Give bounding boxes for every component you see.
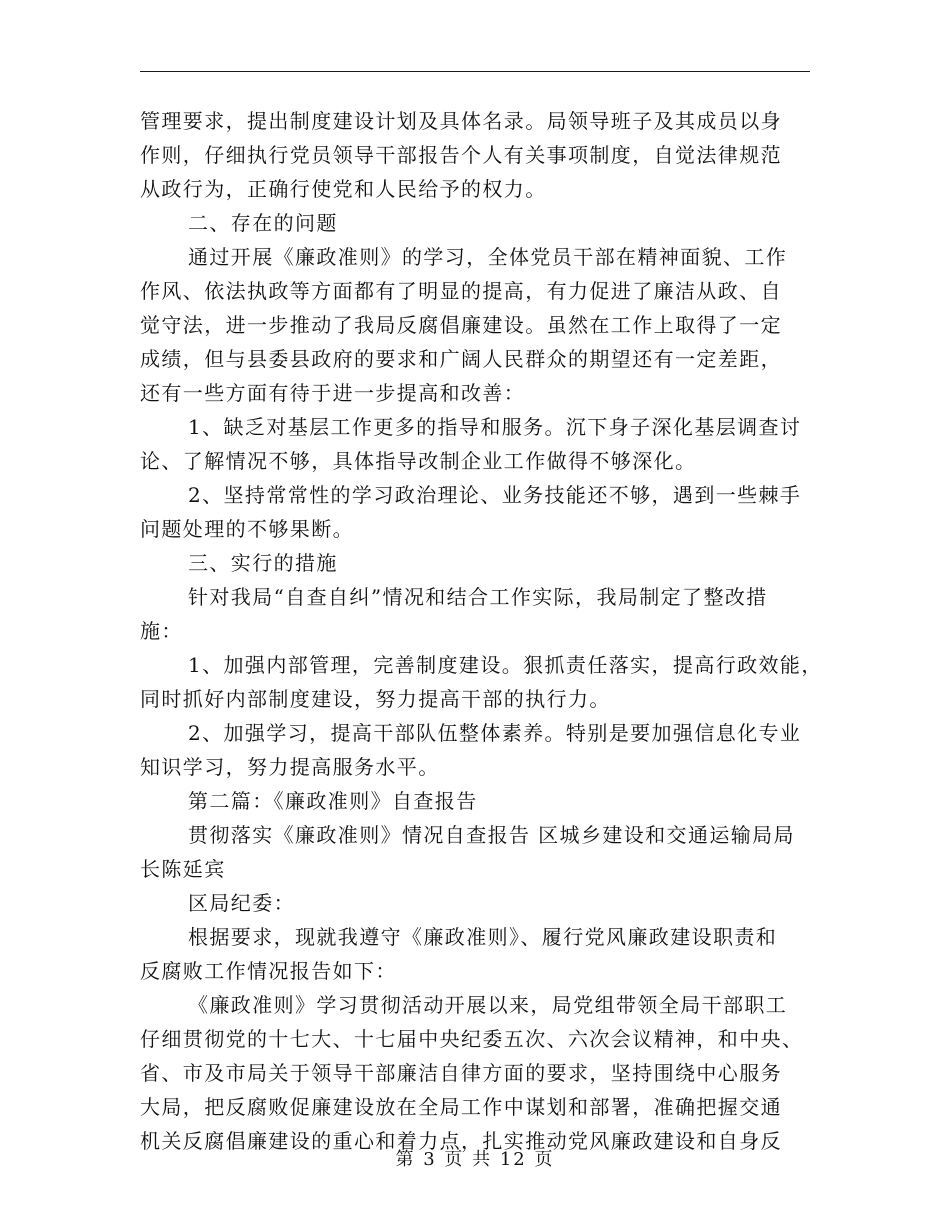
text-line: 仔细贯彻党的十七大、十七届中央纪委五次、六次会议精神，和中央、	[140, 1027, 804, 1051]
text-line: 施：	[140, 619, 183, 643]
text-line: 作风、依法执政等方面都有了明显的提高，有力促进了廉洁从政、自	[140, 279, 782, 303]
text-line: 针对我局“自查自纠”情况和结合工作实际，我局制定了整改措	[188, 585, 768, 609]
text-line: 通过开展《廉政准则》的学习，全体党员干部在精神面貌、工作	[188, 245, 788, 269]
section-heading: 二、存在的问题	[188, 211, 338, 235]
text-line: 知识学习，努力提高服务水平。	[140, 755, 440, 779]
text-line: 成绩，但与县委县政府的要求和广阔人民群众的期望还有一定差距，	[140, 347, 782, 371]
text-line: 作则，仔细执行党员领导干部报告个人有关事项制度，自觉法律规范	[140, 143, 782, 167]
text-line: 反腐败工作情况报告如下：	[140, 959, 397, 983]
text-line: 根据要求，现就我遵守《廉政准则》、履行党风廉政建设职责和	[188, 925, 778, 949]
text-line: 1、加强内部管理，完善制度建设。狠抓责任落实，提高行政效能，	[188, 653, 823, 677]
text-line: 管理要求，提出制度建设计划及具体名录。局领导班子及其成员以身	[140, 109, 782, 133]
text-line: 《廉政准则》学习贯彻活动开展以来，局党组带领全局干部职工	[188, 993, 788, 1017]
document-body	[140, 104, 830, 1158]
header-rule	[140, 71, 810, 72]
text-line: 区局纪委：	[188, 891, 295, 915]
text-line: 从政行为，正确行使党和人民给予的权力。	[140, 177, 547, 201]
section-heading: 三、实行的措施	[188, 551, 338, 575]
text-line: 长陈延宾	[140, 857, 226, 881]
text-line: 2、加强学习，提高干部队伍整体素养。特别是要加强信息化专业	[188, 721, 802, 745]
section-heading: 第二篇：《廉政准则》自查报告	[188, 789, 478, 813]
text-line: 省、市及市局关于领导干部廉洁自律方面的要求，坚持围绕中心服务	[140, 1061, 782, 1085]
text-line: 觉守法，进一步推动了我局反腐倡廉建设。虽然在工作上取得了一定	[140, 313, 782, 337]
text-line: 贯彻落实《廉政准则》情况自查报告 区城乡建设和交通运输局局	[188, 823, 795, 847]
page-number: 第 3 页 共 12 页	[395, 1149, 555, 1170]
text-line: 大局，把反腐败促廉建设放在全局工作中谋划和部署，准确把握交通	[140, 1095, 782, 1119]
text-line: 机关反腐倡廉建设的重心和着力点，扎实推动党风廉政建设和自身反	[140, 1129, 782, 1153]
text-line: 2、坚持常常性的学习政治理论、业务技能还不够，遇到一些棘手	[188, 483, 802, 507]
text-line: 同时抓好内部制度建设，努力提高干部的执行力。	[140, 687, 611, 711]
text-line: 1、缺乏对基层工作更多的指导和服务。沉下身子深化基层调查讨	[188, 415, 802, 439]
text-line: 论、了解情况不够，具体指导改制企业工作做得不够深化。	[140, 449, 697, 473]
text-line: 还有一些方面有待于进一步提高和改善：	[140, 381, 526, 405]
text-line: 问题处理的不够果断。	[140, 517, 354, 541]
